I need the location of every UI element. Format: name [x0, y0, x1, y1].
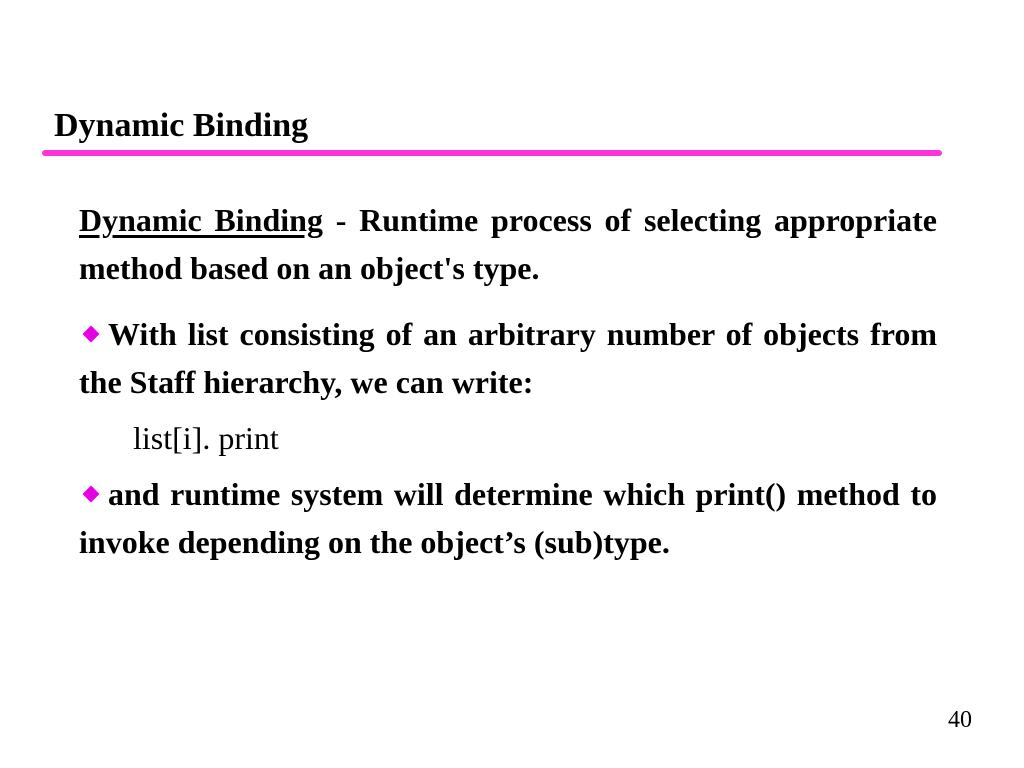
slide-content	[79, 196, 937, 574]
definition-term: Dynamic Binding	[79, 202, 323, 238]
definition-paragraph	[79, 196, 937, 292]
definition-text: - Runtime process of selecting appropriate method based on an object's type.	[79, 202, 938, 286]
bullet-text-2: and runtime system will determine which print() method to invoke depending on the object’s (sub)type.	[79, 476, 937, 560]
page-number: 40	[948, 707, 972, 733]
bullet-item-1	[79, 310, 937, 406]
diamond-bullet-icon	[83, 326, 100, 343]
bullet-text-1: With list consisting of an arbitrary number of objects from the Staff hierarchy, we can write:	[79, 316, 937, 400]
slide-title: Dynamic Binding	[54, 107, 309, 144]
bullet-item-2	[79, 470, 937, 566]
code-example: list[i]. print	[133, 420, 279, 456]
title-underline-rule	[42, 150, 942, 156]
diamond-bullet-icon	[83, 486, 100, 503]
